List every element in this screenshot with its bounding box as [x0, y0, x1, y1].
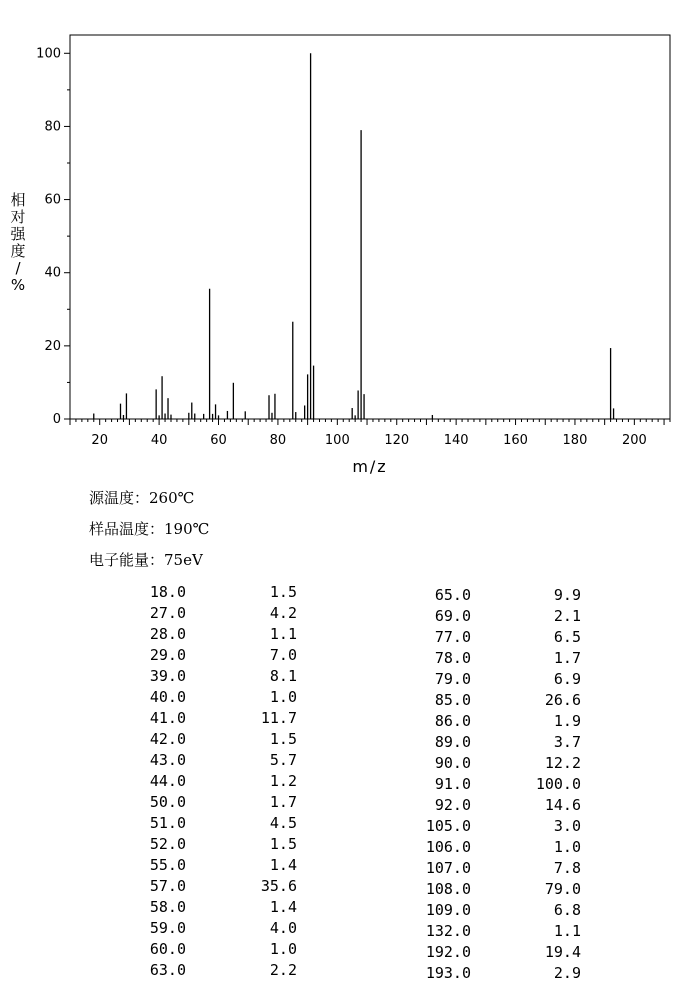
condition-line [89, 518, 209, 539]
intensity-value: 4.2 [269, 604, 297, 622]
y-tick-label: 20 [44, 338, 61, 354]
intensity-value: 7.0 [269, 646, 297, 664]
spectrum-peaks [94, 53, 614, 419]
mz-value: 108.0 [425, 880, 471, 898]
mz-value: 29.0 [149, 646, 186, 664]
intensity-value: 1.7 [269, 793, 297, 811]
mz-value: 63.0 [149, 961, 186, 979]
y-axis-label-char: / [15, 259, 21, 277]
mz-value: 42.0 [149, 730, 186, 748]
x-tick-label: 180 [562, 433, 588, 448]
mz-value: 193.0 [425, 964, 471, 982]
intensity-value: 1.0 [269, 940, 297, 958]
mz-value: 90.0 [434, 754, 471, 772]
x-tick-label: 140 [443, 433, 469, 448]
intensity-value: 4.0 [269, 919, 297, 937]
y-axis-label-char: 对 [10, 208, 26, 226]
condition-value: 190℃ [164, 520, 210, 538]
intensity-value: 1.4 [269, 898, 297, 916]
y-tick-label: 0 [52, 412, 61, 427]
mz-value: 43.0 [149, 751, 186, 769]
intensity-value: 11.7 [260, 709, 297, 727]
mz-value: 60.0 [149, 940, 186, 958]
table-row [0, 775, 696, 796]
mz-value: 106.0 [425, 838, 471, 856]
intensity-value: 3.7 [553, 733, 581, 751]
table-row [0, 586, 696, 607]
mass-spectrum-chart [0, 0, 696, 480]
intensity-value: 1.9 [553, 712, 581, 730]
table-row [0, 922, 696, 943]
table-row [0, 817, 696, 838]
intensity-value: 1.1 [553, 922, 581, 940]
intensity-value: 1.5 [269, 730, 297, 748]
condition-value: 75eV [164, 551, 203, 569]
table-row [0, 607, 696, 628]
mz-value: 59.0 [149, 919, 186, 937]
mz-value: 107.0 [425, 859, 471, 877]
mz-value: 79.0 [434, 670, 471, 688]
x-tick-label: 200 [621, 433, 647, 448]
mz-value: 39.0 [149, 667, 186, 685]
table-row [0, 628, 696, 649]
mz-value: 91.0 [434, 775, 471, 793]
mz-value: 105.0 [425, 817, 471, 835]
y-axis-label-char: 强 [10, 225, 26, 243]
intensity-value: 2.1 [553, 607, 581, 625]
mz-value: 85.0 [434, 691, 471, 709]
intensity-value: 1.5 [269, 583, 297, 601]
mz-value: 65.0 [434, 586, 471, 604]
intensity-value: 100.0 [535, 775, 581, 793]
y-axis-label-char: 相 [10, 191, 26, 209]
intensity-value: 3.0 [553, 817, 581, 835]
mz-value: 78.0 [434, 649, 471, 667]
mz-value: 92.0 [434, 796, 471, 814]
table-row [0, 712, 696, 733]
intensity-value: 26.6 [544, 691, 581, 709]
mz-value: 58.0 [149, 898, 186, 916]
mz-value: 132.0 [425, 922, 471, 940]
mz-value: 77.0 [434, 628, 471, 646]
intensity-value: 1.0 [269, 688, 297, 706]
intensity-value: 9.9 [553, 586, 581, 604]
peak-table [0, 583, 696, 983]
intensity-value: 12.2 [544, 754, 581, 772]
mz-value: 69.0 [434, 607, 471, 625]
intensity-value: 2.9 [553, 964, 581, 982]
condition-line [89, 487, 194, 508]
y-axis-label [10, 191, 26, 294]
intensity-value: 6.8 [553, 901, 581, 919]
intensity-value: 14.6 [544, 796, 581, 814]
y-tick-label: 100 [36, 46, 61, 62]
y-tick-label: 80 [44, 119, 61, 135]
intensity-value: 1.1 [269, 625, 297, 643]
intensity-value: 2.2 [269, 961, 297, 979]
x-tick-label: 120 [384, 433, 410, 448]
x-tick-label: 40 [150, 433, 168, 448]
intensity-value: 35.6 [260, 877, 297, 895]
mz-value: 57.0 [149, 877, 186, 895]
mz-value: 89.0 [434, 733, 471, 751]
mz-value: 86.0 [434, 712, 471, 730]
table-row [0, 964, 696, 985]
condition-label: 源温度： [89, 489, 150, 507]
table-row [0, 943, 696, 964]
y-tick-label: 40 [44, 265, 61, 281]
intensity-value: 1.4 [269, 856, 297, 874]
mz-value: 44.0 [149, 772, 186, 790]
condition-value: 260℃ [149, 489, 195, 507]
x-tick-label: 60 [210, 433, 227, 448]
table-row [0, 670, 696, 691]
intensity-value: 1.2 [269, 772, 297, 790]
intensity-value: 5.7 [269, 751, 297, 769]
intensity-value: 1.5 [269, 835, 297, 853]
mz-value: 50.0 [149, 793, 186, 811]
mz-value: 109.0 [425, 901, 471, 919]
x-axis-ticks [70, 419, 670, 448]
intensity-value: 1.7 [553, 649, 581, 667]
y-axis-label-char: % [10, 276, 26, 294]
x-tick-label: 100 [324, 433, 350, 448]
intensity-value: 6.9 [553, 670, 581, 688]
mz-value: 41.0 [149, 709, 186, 727]
y-axis-ticks [36, 46, 70, 427]
table-row [0, 859, 696, 880]
table-row [0, 796, 696, 817]
table-row [0, 649, 696, 670]
intensity-value: 7.8 [553, 859, 581, 877]
intensity-value: 19.4 [544, 943, 581, 961]
mz-value: 27.0 [149, 604, 186, 622]
mz-value: 28.0 [149, 625, 186, 643]
mz-value: 52.0 [149, 835, 186, 853]
table-row [0, 754, 696, 775]
y-tick-label: 60 [44, 192, 61, 208]
condition-label: 样品温度： [89, 520, 165, 538]
intensity-value: 6.5 [553, 628, 581, 646]
condition-line [89, 549, 203, 570]
y-axis-label-char: 度 [10, 242, 26, 260]
x-axis-label: m/z [352, 457, 388, 476]
table-row [0, 901, 696, 922]
intensity-value: 79.0 [544, 880, 581, 898]
intensity-value: 8.1 [269, 667, 297, 685]
mz-value: 192.0 [425, 943, 471, 961]
x-tick-label: 160 [503, 433, 528, 448]
mz-value: 40.0 [149, 688, 186, 706]
intensity-value: 1.0 [553, 838, 581, 856]
plot-frame [70, 35, 670, 419]
table-row [0, 880, 696, 901]
table-row [0, 838, 696, 859]
mz-value: 55.0 [149, 856, 186, 874]
x-tick-label: 20 [91, 433, 108, 448]
condition-label: 电子能量： [89, 551, 165, 569]
x-tick-label: 80 [269, 433, 287, 448]
table-row [0, 691, 696, 712]
mz-value: 18.0 [149, 583, 186, 601]
table-row [0, 733, 696, 754]
intensity-value: 4.5 [269, 814, 297, 832]
mz-value: 51.0 [149, 814, 186, 832]
